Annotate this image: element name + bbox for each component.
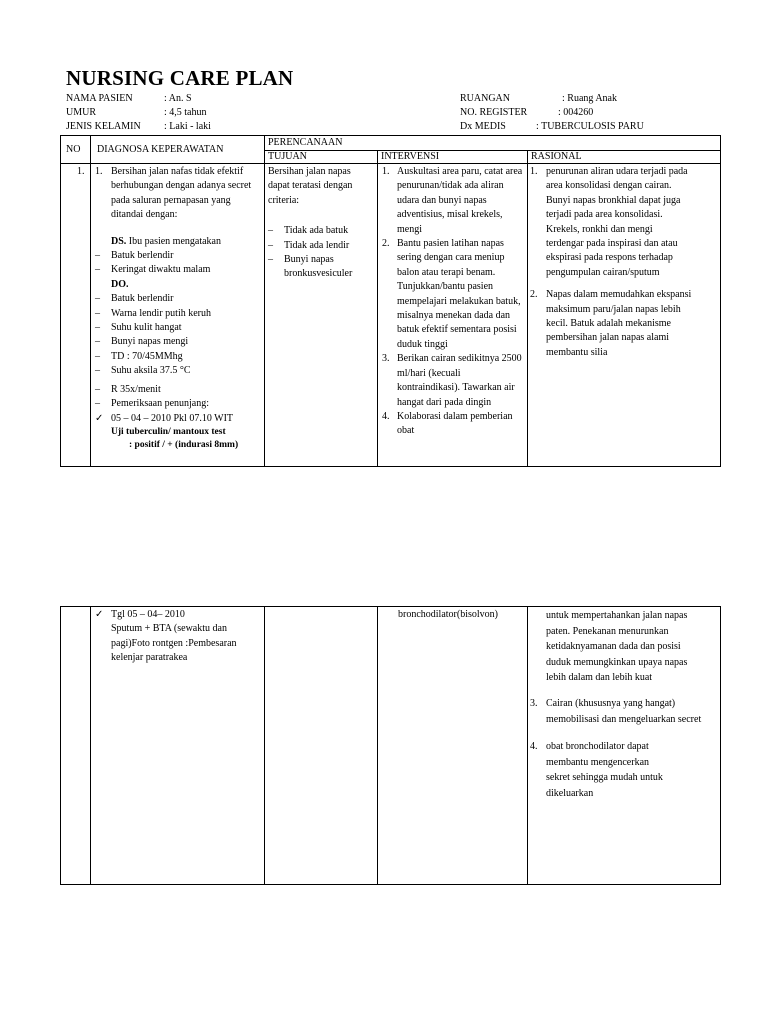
row1-rasional bbox=[530, 165, 718, 360]
do-item: – TD : 70/45MMhg bbox=[95, 350, 183, 362]
check-item: ✓ 05 – 04 – 2010 Pkl 07.10 WIT bbox=[95, 412, 261, 426]
row2-rasional bbox=[530, 608, 718, 802]
patient-age-label: UMUR bbox=[66, 107, 97, 118]
check-icon: ✓ bbox=[95, 412, 104, 424]
rasional-item: 4. obat bronchodilator dapat membantu mengencerkan sekret sehingga mudah untuk dikeluarkan bbox=[530, 741, 663, 799]
check-item: ✓ Tgl 05 – 04– 2010 bbox=[95, 608, 261, 622]
patient-info-left bbox=[66, 92, 211, 134]
rasional-item: 2. Napas dalam memudahkan ekspansi maksimum paru/jalan napas lebih kecil. Batuk adalah mekanisme pembersihan jalan napas alami membantu silia bbox=[530, 289, 692, 358]
intervensi-item: 4. Kolaborasi dalam pemberian obat bbox=[382, 410, 513, 437]
ds-text: Ibu pasien mengatakan bbox=[128, 235, 221, 247]
header-intervensi: INTERVENSI bbox=[381, 151, 440, 162]
tujuan-item: – Tidak ada lendir bbox=[268, 239, 350, 251]
row2-line: Sputum + BTA (sewaktu dan pagi)Foto rontgen :Pembesaran kelenjar paratrakea bbox=[111, 623, 237, 664]
do-item: – Batuk berlendir bbox=[95, 293, 174, 305]
tujuan-item: – Tidak ada batuk bbox=[268, 225, 349, 237]
header-diagnosa: DIAGNOSA KEPERAWATAN bbox=[97, 144, 224, 155]
patient-sex-label: JENIS KELAMIN bbox=[66, 121, 141, 132]
ds-item: – Keringat diwaktu malam bbox=[95, 264, 211, 276]
do-item: – R 35x/menit bbox=[95, 383, 161, 395]
patient-info-right bbox=[460, 92, 644, 134]
room-label: RUANGAN bbox=[460, 93, 510, 104]
test-line-2: : positif / + (indurasi 8mm) bbox=[129, 439, 239, 450]
row2-intervensi: bronchodilator(bisolvon) bbox=[398, 609, 498, 620]
header-perencanaan: PERENCANAAN bbox=[268, 137, 343, 148]
row1-dx-number: 1. bbox=[95, 166, 103, 177]
register-label: NO. REGISTER bbox=[460, 107, 528, 118]
do-item: – Suhu aksila 37.5 °C bbox=[95, 365, 191, 377]
intervensi-item: 2. Bantu pasien latihan napas sering dengan cara meniup balon atau terapi benam. Tunjukkan/bantu pasien mempelajari melakukan batuk, misalnya menekan dada dan batuk efektif sementara posisi duduk tinggi bbox=[382, 238, 521, 350]
row1-number: 1. bbox=[77, 166, 85, 177]
row1-tujuan bbox=[268, 165, 374, 282]
tujuan-text: Bersihan jalan napas dapat teratasi dengan criteria: bbox=[268, 166, 353, 206]
header-tujuan: TUJUAN bbox=[268, 151, 307, 162]
room-value: : Ruang Anak bbox=[562, 93, 617, 104]
dx-medis-value: : TUBERCULOSIS PARU bbox=[536, 121, 644, 132]
patient-sex-value: : Laki - laki bbox=[164, 121, 211, 132]
do-label: DO. bbox=[111, 278, 129, 290]
ds-item: – Batuk berlendir bbox=[95, 250, 174, 262]
rasional-continued: untuk mempertahankan jalan napas paten. Penekanan menurunkan ketidaknyamanan dada dan posisi duduk memungkinkan upaya napas lebih dalam dan lebih kuat bbox=[546, 610, 688, 684]
tujuan-item: – Bunyi napas bronkusvesiculer bbox=[268, 254, 353, 280]
row1-dx-text: Bersihan jalan nafas tidak efektif berhubungan dengan adanya secret pada saluran pernapasan yang ditandai dengan: bbox=[111, 166, 252, 221]
register-value: : 004260 bbox=[558, 107, 594, 118]
intervensi-item: 3. Berikan cairan sedikitnya 2500 ml/hari (kecuali kontraindikasi). Tawarkan air hangat dari pada dingin bbox=[382, 353, 522, 408]
dx-medis-label: Dx MEDIS bbox=[460, 121, 506, 132]
document-title: NURSING CARE PLAN bbox=[66, 66, 294, 90]
header-rasional: RASIONAL bbox=[531, 151, 582, 162]
intervensi-item: 1. Auskultasi area paru, catat area penurunan/tidak ada aliran udara dan bunyi napas adventisius, misal krekels, mengi bbox=[382, 166, 523, 235]
rasional-item: 3. Cairan (khususnya yang hangat) memobilisasi dan mengeluarkan secret bbox=[530, 697, 702, 725]
row1-intervensi bbox=[380, 165, 524, 439]
patient-age-value: : 4,5 tahun bbox=[164, 107, 207, 118]
patient-name-label: NAMA PASIEN bbox=[66, 93, 133, 104]
do-item: – Suhu kulit hangat bbox=[95, 322, 182, 334]
do-item: – Warna lendir putih keruh bbox=[95, 307, 211, 319]
ds-label: DS. bbox=[111, 235, 127, 247]
do-item: – Bunyi napas mengi bbox=[95, 336, 189, 348]
row2-diagnosa bbox=[95, 608, 261, 666]
header-no: NO bbox=[66, 144, 81, 155]
patient-name-value: : An. S bbox=[164, 93, 192, 104]
test-line-1: Uji tuberculin/ mantoux test bbox=[111, 426, 226, 437]
check-icon: ✓ bbox=[95, 609, 104, 620]
row1-diagnosa bbox=[95, 165, 261, 452]
do-item: – Pemeriksaan penunjang: bbox=[95, 398, 210, 410]
rasional-item: 1. penurunan aliran udara terjadi pada area konsolidasi dengan cairan. Bunyi napas bronkhial dapat juga terjadi pada area konsolidasi. Krekels, ronkhi dan mengi terdengar pada inspirasi dan atau ekspirasi pada respons terhadap pengumpulan cairan/sputum bbox=[530, 166, 688, 278]
